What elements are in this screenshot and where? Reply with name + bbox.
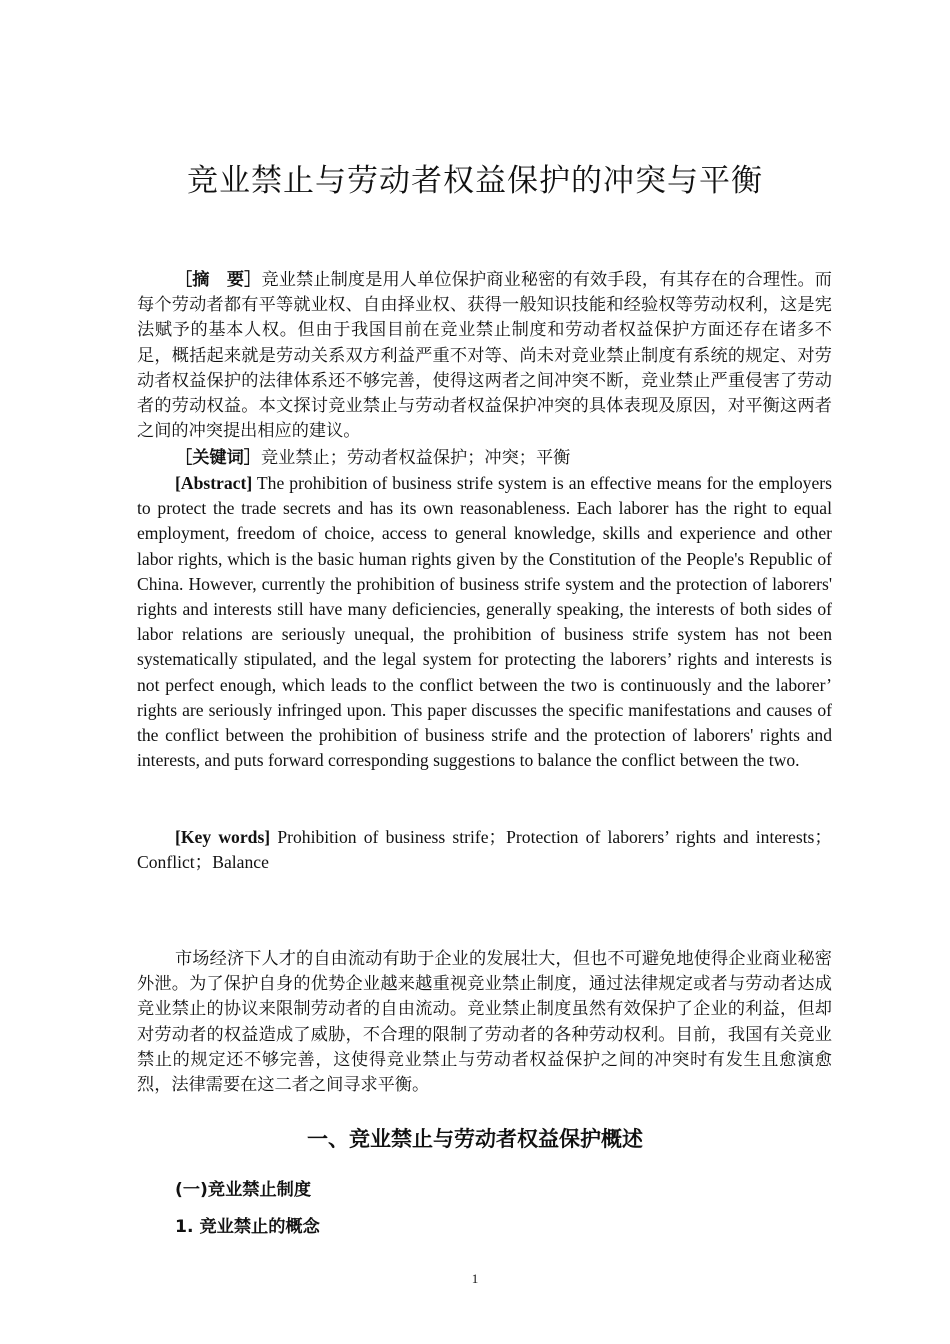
abstract-cn — [137, 268, 832, 444]
keywords-cn-label: ［关键词］ — [175, 448, 261, 468]
abstract-en-text: The prohibition of business strife system is an effective means for the employers to protect the trade secrets and has its own reasonableness. Each laborer has the right to equal employment, freedom of choice, access to general knowledge, skills and experience and other labor rights, which is the basic human rights given by the Constitution of the People's Republic of China. However, currently the prohibition of business strife system and the protection of laborers' rights and interests still have many deficiencies, generally speaking, the interests of both sides of labor relations are seriously unequal, the prohibition of business strife system has not been systematically stipulated, and the legal system for protecting the laborers’ rights and interests is not perfect enough, which leads to the conflict between the two is continuously and the laborer’ rights are seriously infringed upon. This paper discusses the specific manifestations and causes of the conflict between the prohibition of business strife and the protection of laborers' rights and interests, and puts forward corresponding suggestions to balance the conflict between the two. — [137, 473, 832, 771]
abstract-cn-label: ［摘 要］ — [175, 270, 262, 290]
keywords-en-text: Prohibition of business strife；Protection of laborers’ rights and interests；Conflict；Balance — [137, 827, 832, 873]
keywords-en-label: [Key words] — [175, 827, 271, 847]
keywords-cn-text: 竞业禁止；劳动者权益保护；冲突；平衡 — [260, 448, 571, 468]
subsubsection-heading: 1. 竞业禁止的概念 — [175, 1217, 320, 1237]
abstract-en-label: [Abstract] — [175, 473, 253, 493]
keywords-en — [137, 825, 832, 875]
section-heading: 一、竞业禁止与劳动者权益保护概述 — [307, 1127, 643, 1151]
page-number: 1 — [471, 1271, 479, 1286]
subsection-heading: (一)竞业禁止制度 — [175, 1180, 312, 1200]
abstract-en — [137, 471, 832, 773]
keywords-cn — [137, 446, 832, 471]
document-title: 竞业禁止与劳动者权益保护的冲突与平衡 — [187, 163, 763, 199]
abstract-cn-text: 竞业禁止制度是用人单位保护商业秘密的有效手段，有其存在的合理性。而每个劳动者都有平等就业权、自由择业权、获得一般知识技能和经验权等劳动权利，这是宪法赋予的基本人权。但由于我国目前在竞业禁止制度和劳动者权益保护方面还存在诸多不足，概括起来就是劳动关系双方利益严重不对等、尚未对竞业禁止制度有系统的规定、对劳动者权益保护的法律体系还不够完善，使得这两者之间冲突不断，竞业禁止严重侵害了劳动者的劳动权益。本文探讨竞业禁止与劳动者权益保护冲突的具体表现及原因，对平衡这两者之间的冲突提出相应的建议。 — [137, 270, 832, 442]
intro-paragraph: 市场经济下人才的自由流动有助于企业的发展壮大，但也不可避免地使得企业商业秘密外泄。为了保护自身的优势企业越来越重视竞业禁止制度，通过法律规定或者与劳动者达成竞业禁止的协议来限制劳动者的自由流动。竞业禁止制度虽然有效保护了企业的利益，但却对劳动者的权益造成了威胁，不合理的限制了劳动者的各种劳动权利。目前，我国有关竞业禁止的规定还不够完善，这使得竞业禁止与劳动者权益保护之间的冲突时有发生且愈演愈烈，法律需要在这二者之间寻求平衡。 — [137, 949, 832, 1096]
